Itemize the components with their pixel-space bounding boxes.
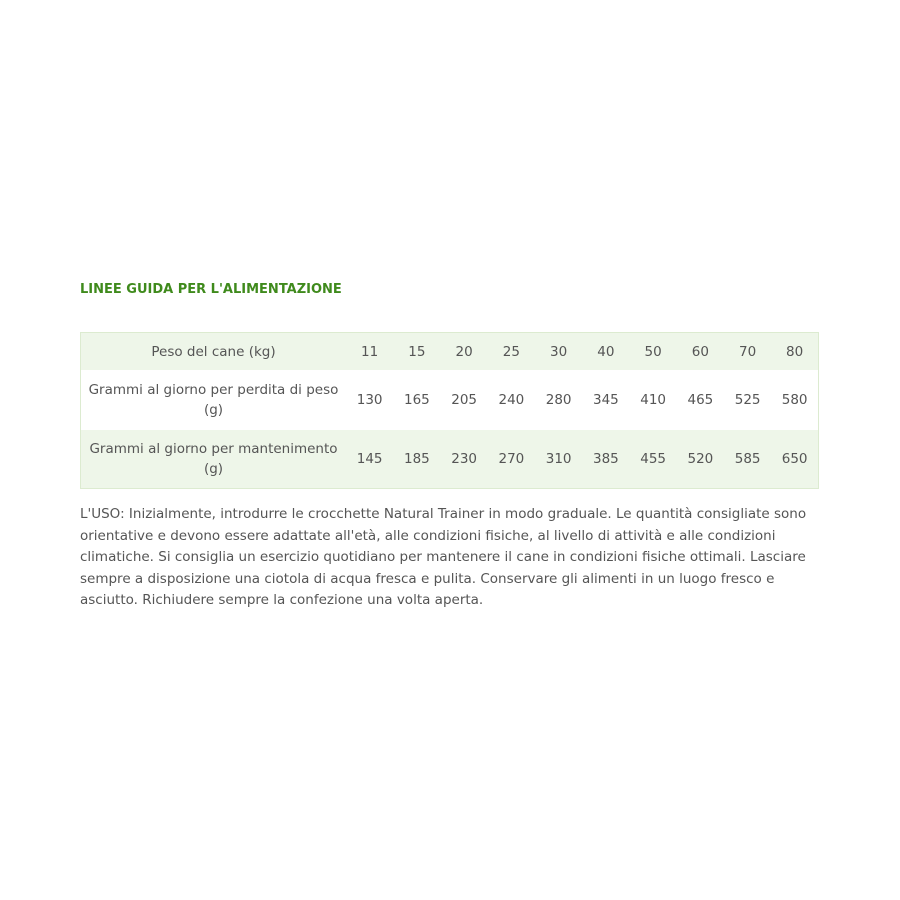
table-cell: 410	[640, 392, 667, 408]
table-cell: 70	[724, 333, 771, 371]
table-cell: 585	[724, 430, 771, 489]
row-label: Grammi al giorno per perdita di peso (g)	[88, 382, 339, 418]
table-cell: 280	[545, 392, 572, 408]
table-cell: 205	[451, 392, 478, 408]
table-cell: 11	[346, 333, 393, 371]
table-cell: 650	[771, 430, 818, 489]
table-cell: 15	[393, 333, 440, 371]
table-cell: 145	[346, 430, 393, 489]
table-cell: 240	[498, 392, 525, 408]
table-cell: 40	[582, 333, 629, 371]
table-cell: 50	[630, 333, 677, 371]
table-cell: 60	[677, 333, 724, 371]
row-label: Grammi al giorno per mantenimento (g)	[81, 430, 347, 489]
table-cell: 185	[393, 430, 440, 489]
row-label: Peso del cane (kg)	[81, 333, 347, 371]
table-cell: 525	[734, 392, 761, 408]
table-cell: 345	[592, 392, 619, 408]
table-cell: 230	[441, 430, 488, 489]
table-cell: 80	[771, 333, 818, 371]
table-cell: 130	[356, 392, 383, 408]
table-cell: 20	[441, 333, 488, 371]
table-cell: 580	[781, 392, 808, 408]
section-title: LINEE GUIDA PER L'ALIMENTAZIONE	[80, 282, 342, 297]
table-cell: 465	[687, 392, 714, 408]
table-row-weight	[81, 333, 819, 371]
usage-instructions: L'USO: Inizialmente, introdurre le crocchette Natural Trainer in modo graduale. Le quantità consigliate sono orientative e devono essere adattate all'età, alle condizioni fisiche, al livello di attività e alle condizioni climatiche. Si consiglia un esercizio quotidiano per mantenere il cane in condizioni fisiche ottimali. Lasciare sempre a disposizione una ciotola di acqua fresca e pulita. Conservare gli alimenti in un luogo fresco e asciutto. Richiudere sempre la confezione una volta aperta.	[80, 506, 807, 608]
table-cell: 455	[630, 430, 677, 489]
table-cell: 310	[535, 430, 582, 489]
feeding-table	[80, 332, 819, 489]
table-cell: 270	[488, 430, 535, 489]
table-cell: 25	[488, 333, 535, 371]
table-cell: 385	[582, 430, 629, 489]
table-cell: 520	[677, 430, 724, 489]
table-cell: 165	[403, 392, 430, 408]
table-row-weight-loss	[81, 370, 819, 430]
table-row-maintenance	[81, 430, 819, 489]
table-cell: 30	[535, 333, 582, 371]
